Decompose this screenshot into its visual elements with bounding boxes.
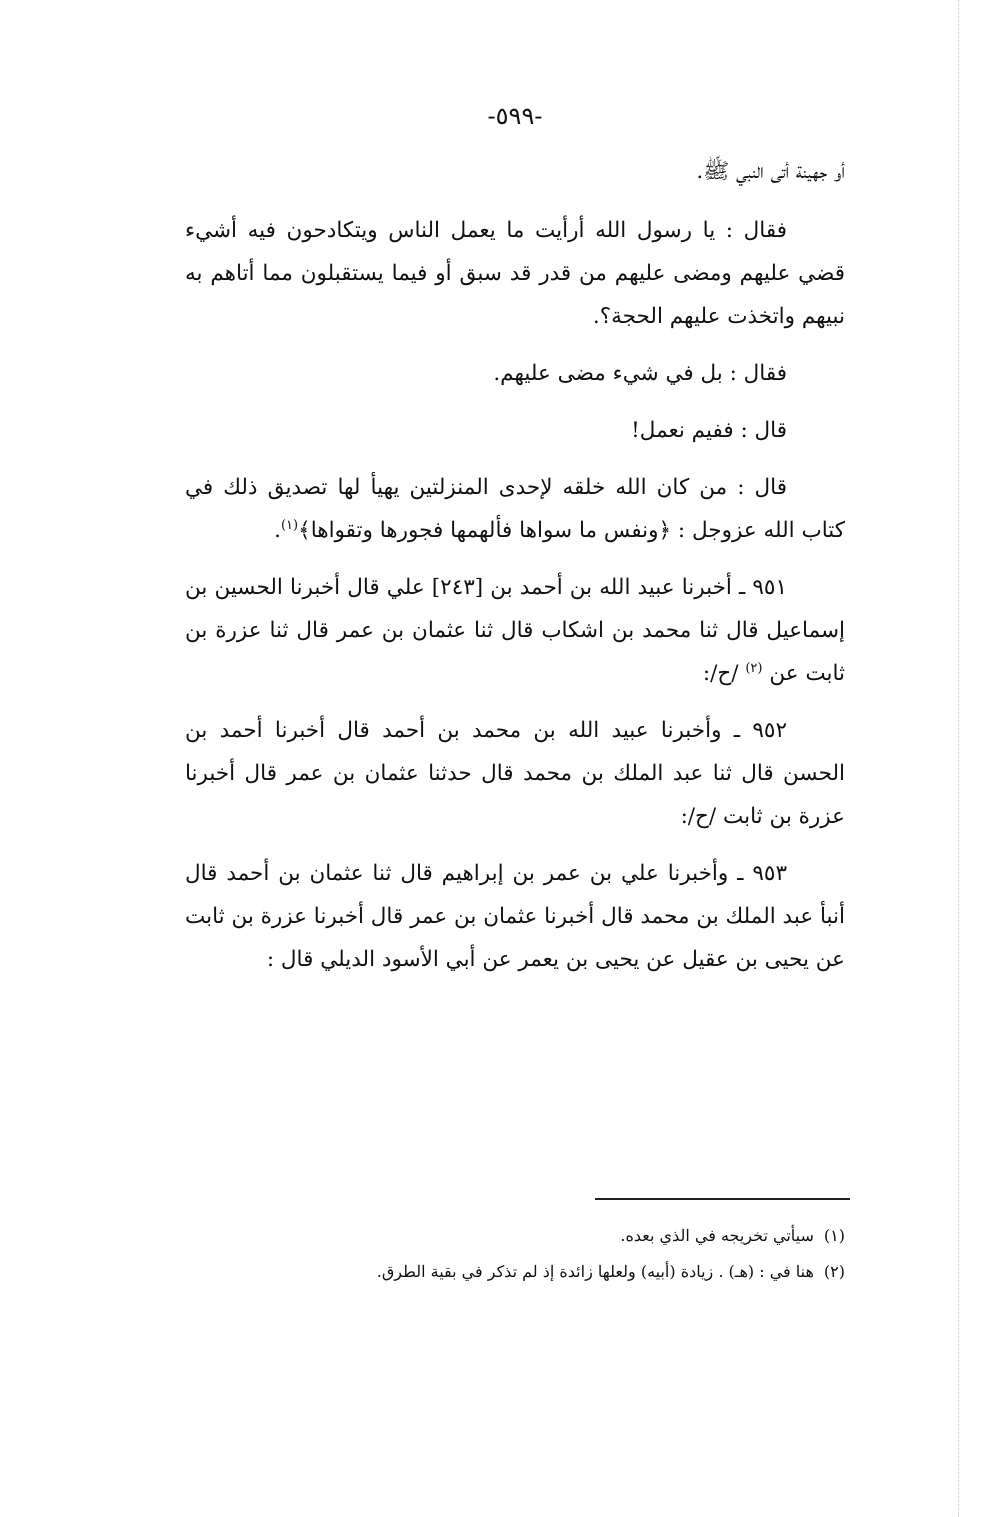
footnote-text: سيأتي تخريجه في الذي بعده.	[620, 1226, 814, 1245]
paragraph-text: أو جهينة أتى النبي ﷺ.	[696, 159, 845, 184]
paragraph-7	[185, 709, 845, 838]
paragraph-text: قال : ففيم نعمل!	[631, 418, 787, 443]
footnotes	[185, 1218, 845, 1290]
page-number: -٥٩٩-	[487, 102, 543, 130]
paragraph-text: ٩٥١ ـ أخبرنا عبيد الله بن أحمد بن [٢٤٣] علي قال أخبرنا الحسين بن إسماعيل قال ثنا محمد بن اشكاب قال ثنا عثمان بن عمر قال ثنا عزرة بن ثابت عن	[185, 575, 845, 686]
footnote-reference-2: (٢)	[745, 660, 763, 676]
paragraph-8	[185, 852, 845, 981]
footnote-text: هنا في : (هـ) . زيادة (أبيه) ولعلها زائدة إذ لم تذكر في بقية الطرق.	[376, 1262, 814, 1281]
paragraph-6	[185, 566, 845, 695]
footnote-1	[185, 1218, 845, 1254]
footnote-reference-1: (١)	[280, 517, 299, 533]
paragraph-end: /ح/:	[702, 661, 746, 686]
scan-edge-line	[958, 0, 959, 1517]
paragraph-3	[185, 352, 845, 395]
paragraph-2	[185, 209, 845, 338]
footnote-separator	[595, 1198, 850, 1200]
paragraph-text: ٩٥٢ ـ وأخبرنا عبيد الله بن محمد بن أحمد قال أخبرنا أحمد بن الحسن قال ثنا عبد الملك بن محمد قال حدثنا عثمان بن عمر قال أخبرنا عزرة بن ثابت /ح/:	[185, 718, 845, 829]
paragraph-text: ٩٥٣ ـ وأخبرنا علي بن عمر بن إبراهيم قال ثنا عثمان بن أحمد قال أنبأ عبد الملك بن محمد قال أخبرنا عثمان بن عمر قال أخبرنا عزرة بن ثابت عن يحيى بن عقيل عن يحيى بن يعمر عن أبي الأسود الديلي قال :	[184, 861, 845, 972]
footnote-2	[185, 1254, 845, 1290]
paragraph-text: فقال : يا رسول الله أرأيت ما يعمل الناس ويتكادحون فيه أشيء قضي عليهم ومضى عليهم من قدر قد سبق أو فيما يستقبلون مما أتاهم به نبيهم واتخذت عليهم الحجة؟.	[185, 218, 845, 329]
paragraph-end: .	[274, 518, 281, 543]
main-text	[185, 150, 845, 995]
paragraph-text: قال : من كان الله خلقه لإحدى المنزلتين يهيأ لها تصديق ذلك في كتاب الله عزوجل : ﴿ونفس ما سواها فألهمها فجورها وتقواها﴾	[185, 475, 845, 543]
footnote-mark: (١)	[823, 1226, 845, 1245]
paragraph-4	[185, 409, 845, 452]
paragraph-5	[185, 466, 845, 552]
paragraph-1	[185, 150, 845, 193]
footnote-mark: (٢)	[823, 1262, 845, 1281]
paragraph-text: فقال : بل في شيء مضى عليهم.	[493, 361, 787, 386]
